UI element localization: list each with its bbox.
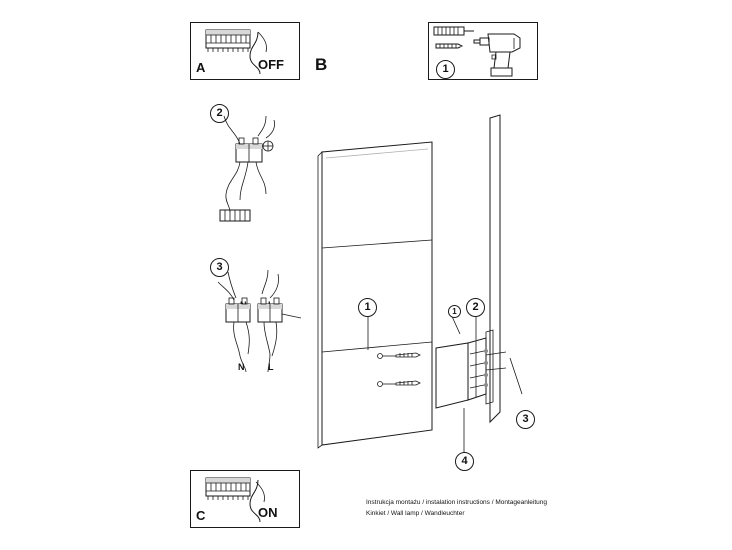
wire-icon xyxy=(224,116,275,144)
wire-icon xyxy=(218,270,279,300)
small-callout-1: 1 xyxy=(448,305,461,318)
terminal-block-icon xyxy=(206,30,250,52)
terminal-block-icon xyxy=(220,210,250,221)
step-1-number: 1 xyxy=(436,60,455,79)
screw-icon xyxy=(436,44,462,48)
power-drill-icon xyxy=(474,34,520,76)
callout-3: 3 xyxy=(516,410,535,429)
panel-a-state-label: OFF xyxy=(258,57,284,72)
mounting-bracket xyxy=(436,330,493,408)
callout-leaders xyxy=(368,306,522,454)
callout-2: 2 xyxy=(466,298,485,317)
fixing-screws xyxy=(486,352,506,370)
step-3-number: 3 xyxy=(210,258,229,277)
step-2-number: 2 xyxy=(210,104,229,123)
panel-c-state-label: ON xyxy=(258,505,278,520)
wall-surface xyxy=(490,115,500,422)
drill-bits-icon xyxy=(434,27,474,35)
terminal-block-icon xyxy=(206,478,250,500)
panel-a-letter: A xyxy=(196,60,206,75)
wire-icon xyxy=(226,162,266,212)
callout-4: 4 xyxy=(455,452,474,471)
wire-icon xyxy=(250,480,265,522)
assembly-diagram xyxy=(300,100,580,480)
wire-icon xyxy=(250,32,267,74)
step-1-tools-graphic xyxy=(428,22,538,80)
panel-c-graphic xyxy=(190,470,300,528)
callout-1: 1 xyxy=(358,298,377,317)
wire-connector-icon xyxy=(226,298,250,322)
footer-line-1: Instrukcja montażu / instalation instructions / Montageanleitung xyxy=(366,499,548,506)
panel-a-graphic xyxy=(190,22,300,80)
wire-connector-icon xyxy=(236,138,262,162)
panel-c-letter: C xyxy=(196,508,206,523)
earth-ground-icon xyxy=(263,141,273,151)
wire-connector-icon xyxy=(258,298,282,322)
wall-screw-anchors xyxy=(378,353,421,387)
footer-line-2: Kinkiet / Wall lamp / Wandleuchter xyxy=(366,510,465,517)
wall-lamp-luminaire xyxy=(318,142,432,448)
wire-icon xyxy=(234,322,277,372)
step-3-terminal-l-bottom: L xyxy=(268,362,274,372)
panel-b-letter: B xyxy=(315,55,328,74)
step-3-terminal-n-bottom: N xyxy=(238,362,245,372)
